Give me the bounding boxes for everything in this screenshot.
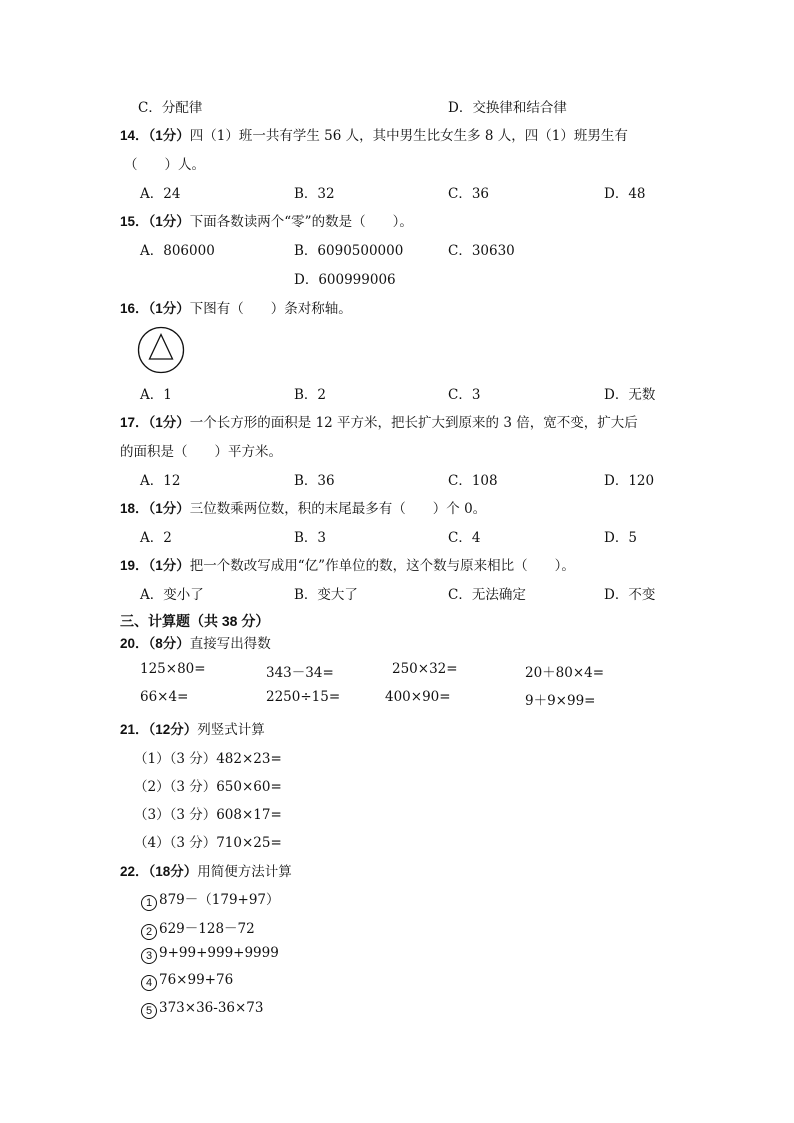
question-number: 16．（1分） <box>120 301 190 316</box>
q20-expr: 20＋80×4= <box>525 665 605 681</box>
q21-item: （3）（3 分）608×17= <box>134 807 282 823</box>
question-number: 20．（8分） <box>120 636 190 651</box>
q19-option-a: A．变小了 <box>140 587 204 603</box>
q14-option-c: C．36 <box>448 186 490 202</box>
question-text: 下图有（ ）条对称轴。 <box>189 301 352 317</box>
q17-option-b: B．36 <box>294 473 335 489</box>
q20-expr: 2250÷15= <box>266 689 341 705</box>
q22-expr: 9+99+999+9999 <box>159 945 279 961</box>
question-text: 四（1）班一共有学生 56 人，其中男生比女生多 8 人，四（1）班男生有 <box>189 128 628 144</box>
q18-option-c: C．4 <box>448 530 481 546</box>
item-marker: 4 <box>141 975 157 991</box>
q22-expr: 373×36-36×73 <box>159 1000 264 1016</box>
q14-option-d: D．48 <box>604 186 646 202</box>
circle-triangle-icon <box>137 326 185 374</box>
question-text: 三位数乘两位数，积的末尾最多有（ ）个 0。 <box>189 501 487 517</box>
q13-option-d: D．交换律和结合律 <box>448 100 567 116</box>
question-19 <box>120 554 575 574</box>
question-21 <box>120 718 265 738</box>
q17-option-d: D．120 <box>604 473 655 489</box>
q16-option-a: A．1 <box>140 387 172 403</box>
question-number: 19．（1分） <box>120 558 190 573</box>
q15-option-c: C．30630 <box>448 243 515 259</box>
q21-item: （1）（3 分）482×23= <box>134 751 282 767</box>
question-text: 用简便方法计算 <box>197 864 292 880</box>
question-number: 18．（1分） <box>120 501 190 516</box>
q19-option-d: D．不变 <box>604 587 656 603</box>
item-marker: 5 <box>141 1003 157 1019</box>
q22-expr: 76×99+76 <box>159 972 234 988</box>
question-number: 17．（1分） <box>120 415 190 430</box>
question-20 <box>120 632 271 652</box>
q20-expr: 9＋9×99= <box>525 693 596 709</box>
q20-expr: 343－34= <box>266 665 334 681</box>
q19-option-c: C．无法确定 <box>448 587 526 603</box>
item-marker: 1 <box>141 895 157 911</box>
q14-option-b: B．32 <box>294 186 335 202</box>
question-text: 列竖式计算 <box>197 722 265 738</box>
question-text: 直接写出得数 <box>189 636 271 652</box>
q16-option-c: C．3 <box>448 387 481 403</box>
q18-option-b: B．3 <box>294 530 327 546</box>
q22-item <box>141 972 233 991</box>
question-number: 15．（1分） <box>120 214 190 229</box>
item-marker: 2 <box>141 924 157 940</box>
q18-option-d: D．5 <box>604 530 637 546</box>
question-text: 下面各数读两个“零”的数是（ ）。 <box>189 214 413 230</box>
q22-expr: 879－（179+97） <box>159 892 280 908</box>
q20-expr: 125×80= <box>140 661 206 677</box>
q22-item <box>141 1000 264 1019</box>
q17-option-c: C．108 <box>448 473 498 489</box>
question-text: 一个长方形的面积是 12 平方米，把长扩大到原来的 3 倍，宽不变，扩大后 <box>189 415 638 431</box>
q20-expr: 400×90= <box>385 689 451 705</box>
q16-option-d: D．无数 <box>604 387 656 403</box>
question-15 <box>120 210 413 230</box>
q17-option-a: A．12 <box>140 473 181 489</box>
question-number: 21．（12分） <box>120 722 198 737</box>
q18-option-a: A．2 <box>140 530 172 546</box>
q21-item: （4）（3 分）710×25= <box>134 835 282 851</box>
question-17-cont: 的面积是（ ）平方米。 <box>120 444 282 460</box>
q20-expr: 250×32= <box>392 661 458 677</box>
section-title: 三、计算题（共 38 分） <box>120 613 270 629</box>
q22-item <box>141 888 280 911</box>
question-number: 14．（1分） <box>120 128 190 143</box>
q22-expr: 629－128－72 <box>159 921 255 937</box>
question-16 <box>120 297 352 317</box>
q21-item: （2）（3 分）650×60= <box>134 779 282 795</box>
q20-expr: 66×4= <box>140 689 189 705</box>
q22-item <box>141 917 255 940</box>
question-14 <box>120 124 628 144</box>
q22-item <box>141 945 279 964</box>
q15-option-d: D．600999006 <box>294 272 396 288</box>
question-22 <box>120 860 292 880</box>
item-marker: 3 <box>141 948 157 964</box>
question-18 <box>120 497 486 517</box>
question-17 <box>120 411 638 431</box>
q13-option-c: C．分配律 <box>138 100 203 116</box>
q14-option-a: A．24 <box>140 186 181 202</box>
question-text: 把一个数改写成用“亿”作单位的数，这个数与原来相比（ ）。 <box>189 558 575 574</box>
question-14-cont: （ ）人。 <box>124 157 205 173</box>
q15-option-a: A．806000 <box>140 243 215 259</box>
q19-option-b: B．变大了 <box>294 587 358 603</box>
q16-option-b: B．2 <box>294 387 327 403</box>
q15-option-b: B．6090500000 <box>294 243 404 259</box>
question-number: 22．（18分） <box>120 864 198 879</box>
